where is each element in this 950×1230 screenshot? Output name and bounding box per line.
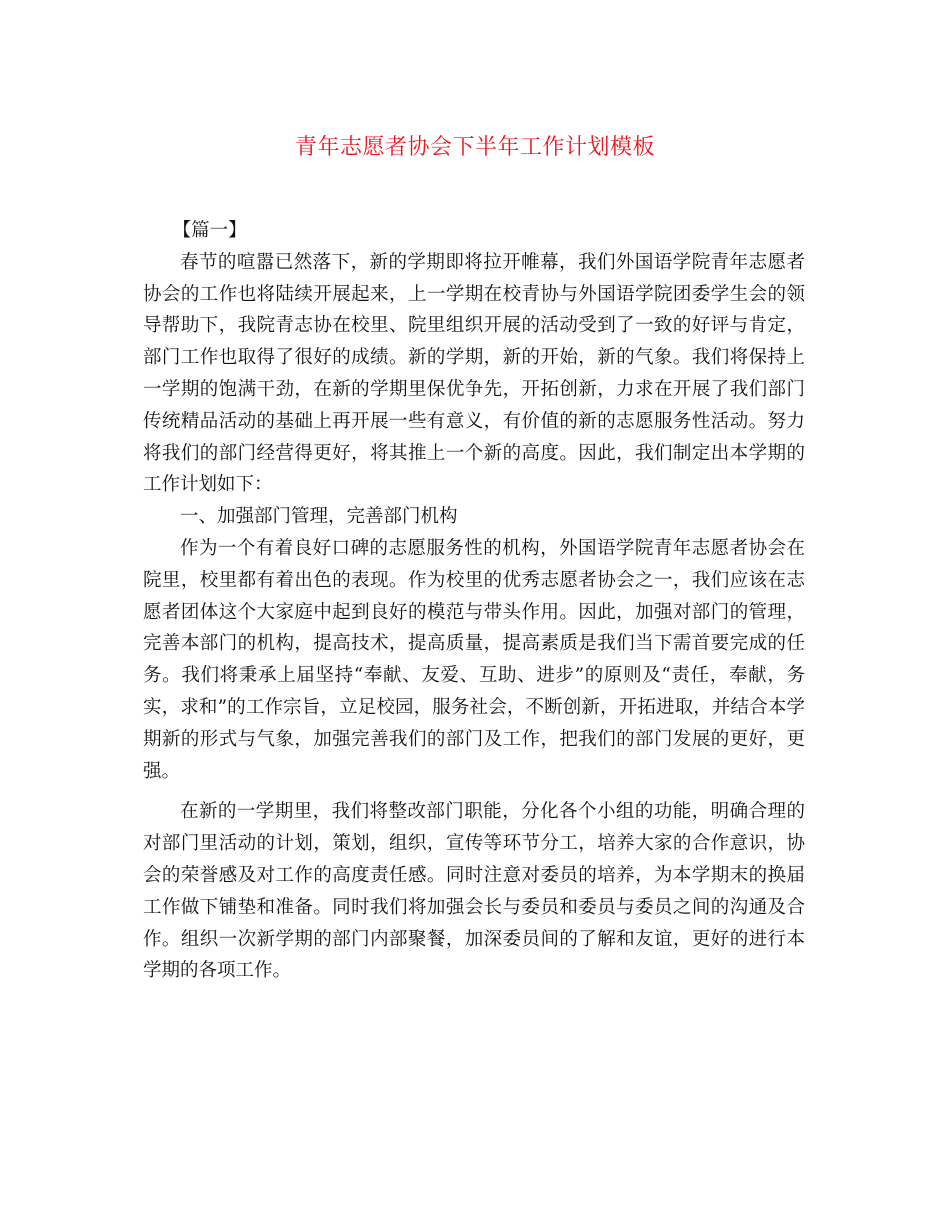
section-paragraph: 在新的一学期里，我们将整改部门职能，分化各个小组的功能，明确合理的对部门里活动的计划，策划，组织，宣传等环节分工，培养大家的合作意识，协会的荣誉感及对工作的高度责任感。同时注意对委员的培养，为本学期末的换届工作做下铺垫和准备。同时我们将加强会长与委员和委员与委员之间的沟通及合作。组织一次新学期的部门内部聚餐，加深委员间的了解和友谊，更好的进行本学期的各项工作。 xyxy=(143,801,805,982)
document-body xyxy=(143,215,805,987)
document-title: 青年志愿者协会下半年工作计划模板 xyxy=(294,135,655,160)
section-heading: 一、加强部门管理，完善部门机构 xyxy=(180,506,458,528)
intro-paragraph: 春节的喧嚣已然落下，新的学期即将拉开帷幕，我们外国语学院青年志愿者协会的工作也将陆续开展起来，上一学期在校青协与外国语学院团委学生会的领导帮助下，我院青志协在校里、院里组织开展的活动受到了一致的好评与肯定，部门工作也取得了很好的成绩。新的学期，新的开始，新的气象。我们将保持上一学期的饱满干劲，在新的学期里保优争先，开拓创新，力求在开展了我们部门传统精品活动的基础上再开展一些有意义，有价值的新的志愿服务性活动。努力将我们的部门经营得更好，将其推上一个新的高度。因此，我们制定出本学期的工作计划如下： xyxy=(143,251,805,496)
part-label: 【篇一】 xyxy=(172,220,247,241)
section-paragraph: 作为一个有着良好口碑的志愿服务性的机构，外国语学院青年志愿者协会在院里，校里都有着出色的表现。作为校里的优秀志愿者协会之一，我们应该在志愿者团体这个大家庭中起到良好的模范与带头作用。因此，加强对部门的管理，完善本部门的机构，提高技术，提高质量，提高素质是我们当下需首要完成的任务。我们将秉承上届坚持“奉献、友爱、互助、进步”的原则及“责任，奉献，务实，求和”的工作宗旨，立足校园，服务社会，不断创新，开拓进取，并结合本学期新的形式与气象，加强完善我们的部门及工作，把我们的部门发展的更好，更强。 xyxy=(143,537,805,782)
